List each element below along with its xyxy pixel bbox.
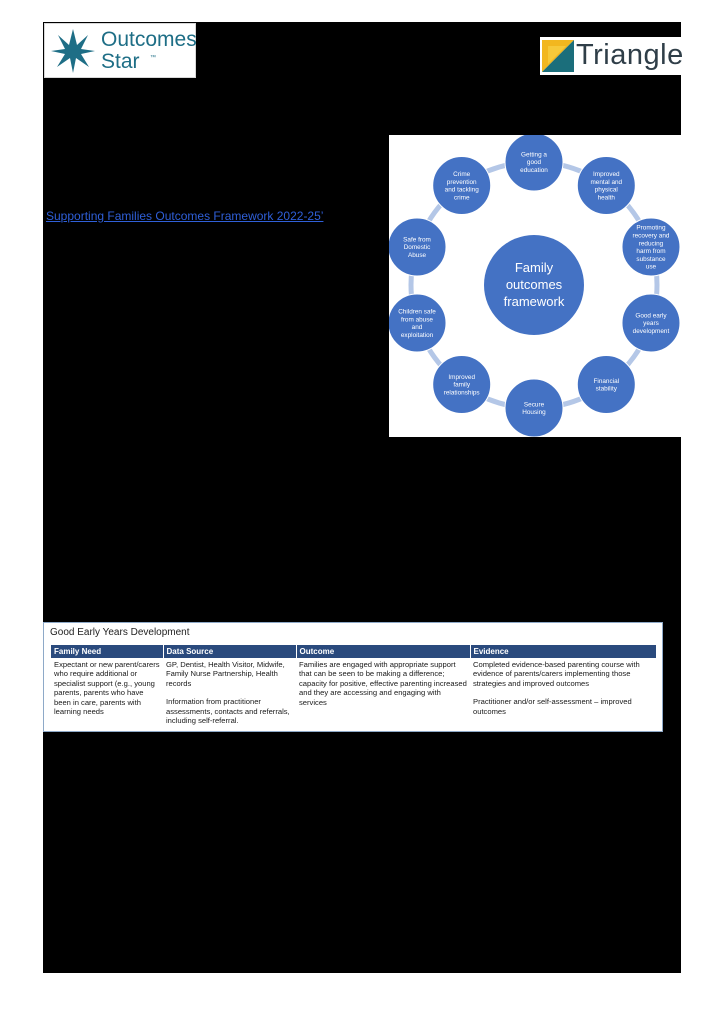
evidence-table [51, 645, 657, 727]
logo-word-star: Star [101, 50, 140, 73]
star-logo-icon [49, 27, 99, 75]
header-data-source: Data Source [163, 645, 296, 658]
diagram-node [505, 379, 563, 437]
diagram-node [622, 294, 680, 352]
diagram-node-label: Improved mental and physical health [590, 170, 623, 202]
cell-family-need [51, 658, 163, 727]
logo-word-triangle: Triangle [576, 39, 684, 71]
table-row [51, 658, 656, 727]
diagram-node [389, 294, 446, 352]
diagram-node-label: Getting a good education [520, 151, 548, 174]
diagram-node-label: Good early years development [632, 312, 670, 336]
diagram-node [622, 218, 680, 276]
diagram-node-label: Crime prevention and tackling crime [444, 170, 479, 202]
diagram-node-label: Improved family relationships [443, 373, 480, 397]
diagram-node [577, 156, 635, 214]
table-title: Good Early Years Development [50, 627, 190, 638]
triangle-logo [540, 37, 684, 75]
diagram-node [433, 156, 491, 214]
triangle-logo-icon [542, 40, 574, 72]
diagram-center-label: Family outcomes framework [503, 260, 565, 309]
diagram-node [389, 218, 446, 276]
header-outcome: Outcome [296, 645, 470, 658]
logo-word-outcomes: Outcomes [101, 28, 197, 51]
diagram-node [505, 135, 563, 191]
outcomes-star-logo [44, 23, 196, 78]
evidence-text-2: Practitioner and/or self-assessment – improved outcomes [473, 697, 632, 716]
cell-outcome [296, 658, 470, 727]
cell-data-source [163, 658, 296, 727]
evidence-text-1: Completed evidence-based parenting course with evidence of parents/carers implementing those strategies and improved outcomes [473, 660, 640, 688]
diagram-node [577, 356, 635, 414]
good-early-years-table-panel [43, 622, 663, 732]
diagram-node-label: Secure Housing [522, 401, 546, 417]
family-need-text: Expectant or new parent/carers who require additional or specialist support (e.g., young parents, parents who have been in care, parents with learning needs [54, 660, 160, 717]
diagram-node-label: Children safe from abuse and exploitation [398, 308, 436, 339]
diagram-node-label: Promoting recovery and reducing harm from substance use [632, 224, 670, 271]
table-header-row [51, 645, 656, 658]
diagram-node-label: Financial stability [593, 377, 620, 393]
cell-evidence [470, 658, 656, 727]
family-outcomes-diagram [389, 135, 681, 437]
logo-trademark: ™ [150, 55, 156, 61]
data-source-text-2: Information from practitioner assessments, contacts and referrals, including self-referral. [166, 697, 290, 726]
outcome-text: Families are engaged with appropriate support that can be seen to be making a difference; capacity for positive, effective parenting increased and they are accessing and engaging with services [299, 660, 467, 707]
diagram-svg [389, 135, 681, 437]
header-evidence: Evidence [470, 645, 656, 658]
framework-link[interactable]: Supporting Families Outcomes Framework 2022-25’ [46, 209, 324, 223]
header-family-need: Family Need [51, 645, 163, 658]
data-source-text-1: GP, Dentist, Health Visitor, Midwife, Family Nurse Partnership, Health records [166, 660, 285, 688]
diagram-node-label: Safe from Domestic Abuse [403, 236, 431, 259]
diagram-node [433, 356, 491, 414]
